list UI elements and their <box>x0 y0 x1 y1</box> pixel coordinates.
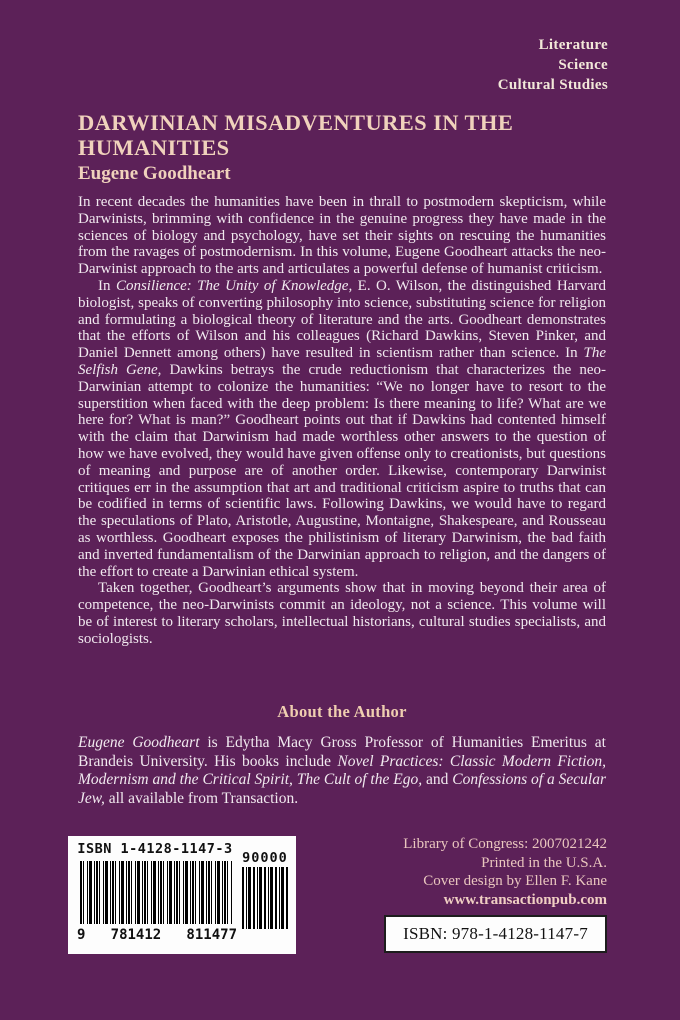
category-list <box>498 35 608 95</box>
isbn-box <box>384 915 607 953</box>
title-line: HUMANITIES <box>78 134 230 160</box>
synopsis-paragraph: In Consilience: The Unity of Knowledge, E. O. Wilson, the distinguished Harvard biologist, speaks of converting philosophy into science, substituting science for religion and formulating a biological theory of literature and the arts. Goodheart demonstrates that the efforts of Wilson and his colleagues (Richard Dawkins, Steven Pinker, and Daniel Dennett among others) have resulted in scientism rather than science. In The Selfish Gene, Dawkins betrays the crude reductionism that characterizes the neo-Darwinian attempt to colonize the humanities: “We no longer have to resort to the superstition when faced with the deep problem: Is there meaning to life? What are we here for? What is man?” Goodheart points out that if Dawkins had contented himself with the claim that Darwinism had made worthless other answers to the question of how we have evolved, they would have given offense only to creationists, but questions of meaning and purpose are of another order. Likewise, contemporary Darwinist critiques err in the assumption that art and traditional criticism aspire to truths that can be codified in terms of scientific laws. Following Dawkins, we would have to regard the speculations of Plato, Aristotle, Augustine, Montaigne, Shakespeare, and Rousseau as worthless. Goodheart exposes the philistinism of literary Darwinism, the bad faith and inverted fundamentalism of the Darwinian approach to religion, and the dangers of the effort to create a Darwinian ethical system. <box>78 277 606 580</box>
barcode-supplement-number: 90000 <box>242 850 288 866</box>
credit-line: Printed in the U.S.A. <box>481 854 607 871</box>
publisher-credits <box>403 835 607 909</box>
page-title <box>78 111 578 160</box>
barcode-digits <box>74 924 240 946</box>
barcode-digit-group: 9 <box>77 927 86 943</box>
author-bio: Eugene Goodheart is Edytha Macy Gross Professor of Humanities Emeritus at Brandeis University. His books include Novel Practices: Classic Modern Fiction, Modernism and the Critical Spirit, The Cult of the Ego, and Confessions of a Secular Jew, all available from Transaction. <box>78 734 606 807</box>
credit-line: Cover design by Ellen F. Kane <box>423 873 607 889</box>
credit-line: Library of Congress: 2007021242 <box>403 836 607 852</box>
barcode-bars-supplement <box>242 867 288 929</box>
title-line: DARWINIAN MISADVENTURES IN THE <box>78 110 514 135</box>
website-url: www.transactionpub.com <box>443 891 607 908</box>
synopsis-paragraph: Taken together, Goodheart’s arguments show that in moving beyond their area of competence, the neo-Darwinists commit an ideology, not a science. This volume will be of interest to literary scholars, intellectual historians, cultural studies specialists, and sociologists. <box>78 580 606 647</box>
category-line: Science <box>558 57 608 73</box>
author-name: Eugene Goodheart <box>78 163 231 184</box>
barcode-isbn-text: ISBN 1-4128-1147-3 <box>77 841 233 857</box>
synopsis-paragraph: In recent decades the humanities have been in thrall to postmodern skepticism, while Darwinists, brimming with confidence in the genuine progress they have made in the sciences of biology and psychology, have set their sights on rescuing the humanities from the ravages of postmodernism. In this volume, Eugene Goodheart attacks the neo-Darwinist approach to the arts and articulates a powerful defense of humanist criticism. <box>78 194 606 278</box>
about-the-author-heading: About the Author <box>277 702 407 721</box>
barcode-digit-group: 811477 <box>186 927 237 943</box>
isbn-label: ISBN: 978-1-4128-1147-7 <box>403 924 588 943</box>
category-line: Cultural Studies <box>497 77 608 93</box>
synopsis-text <box>78 194 606 648</box>
barcode-digit-group: 781412 <box>110 927 162 943</box>
barcode <box>68 836 296 954</box>
category-line: Literature <box>538 37 608 53</box>
